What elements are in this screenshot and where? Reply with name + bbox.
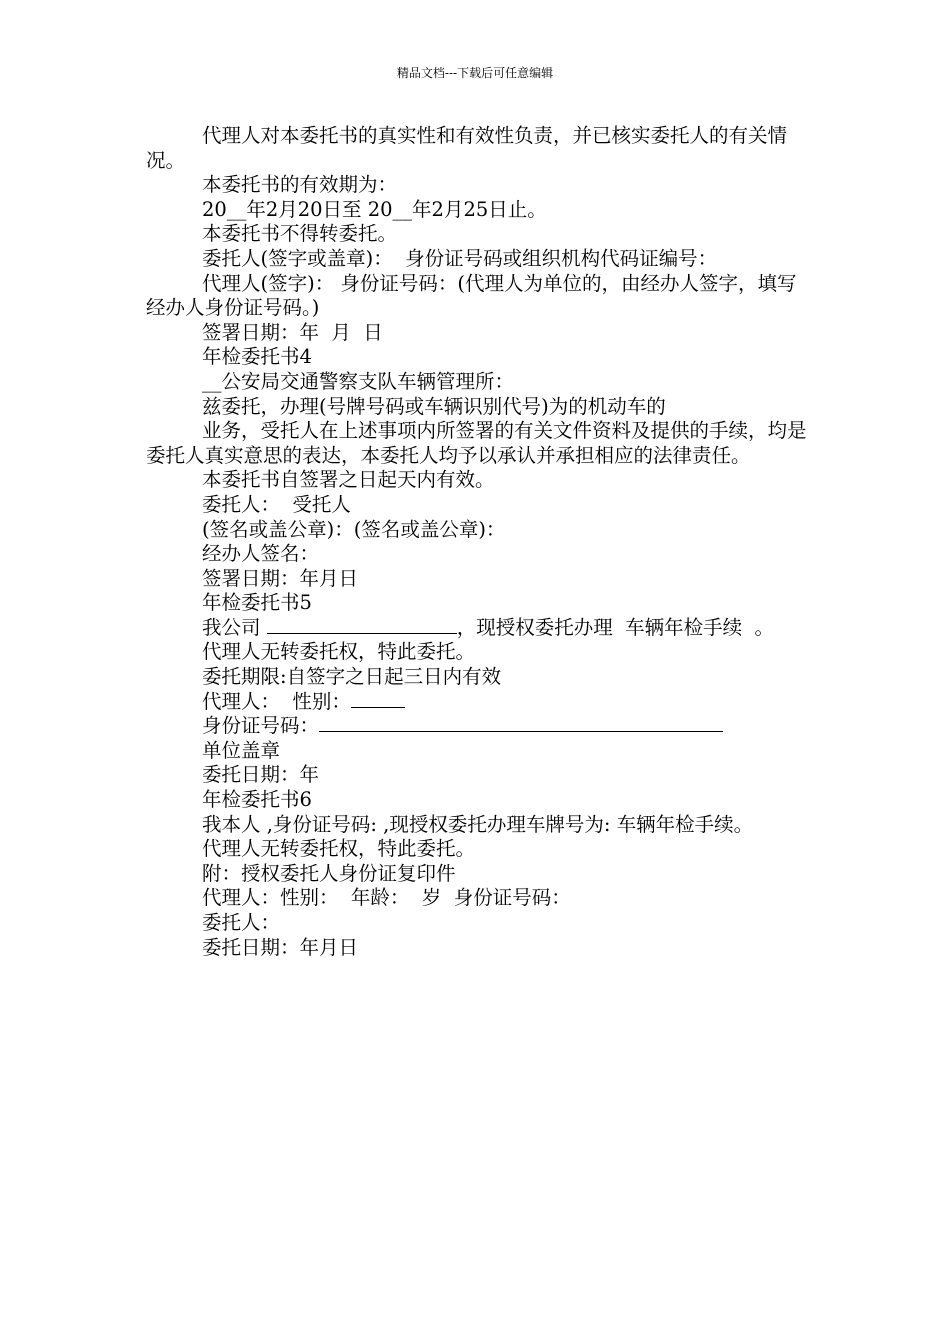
id-number-line — [146, 714, 814, 739]
signature-seal-line: (签名或盖公章)：(签名或盖公章)： — [202, 517, 506, 541]
id-number-blank — [319, 714, 723, 732]
principal-line-6: 委托人： — [202, 911, 281, 934]
company-authorization-line — [146, 616, 814, 641]
paragraph-agent-responsibility: 代理人对本委托书的真实性和有效性负责，并已核实委托人的有关情况。 — [146, 124, 788, 172]
personal-authorization-paragraph: 我本人 ,身份证号码: ,现授权委托办理车牌号为: 车辆年检手续。 — [202, 812, 754, 836]
unit-seal-line: 单位盖章 — [202, 738, 281, 762]
authorization-text: ，现授权委托办理 车辆年检手续 。 — [456, 615, 774, 639]
company-label: 我公司 — [202, 615, 267, 639]
entrust-line: 兹委托，办理(号牌号码或车辆识别代号)为的机动车的 — [202, 394, 666, 418]
handler-signature-line: 经办人签名： — [202, 542, 320, 566]
principal-signature-line: 委托人(签字或盖章)： 身份证号码或组织机构代码证编号： — [202, 246, 718, 270]
agent-gender-line — [146, 690, 814, 715]
no-transfer-line-6: 代理人无转委托权，特此委托。 — [202, 837, 476, 861]
addressee-line: __公安局交通警察支队车辆管理所： — [202, 369, 515, 393]
principal-trustee-line: 委托人： 受托人 — [202, 492, 351, 516]
company-name-blank — [267, 616, 457, 634]
no-sub-delegation: 本委托书不得转委托。 — [202, 222, 398, 246]
validity-period-dates: 20__年2月20日至 20__年2月25日止。 — [202, 197, 547, 221]
page-header: 精品文档---下载后可任意编辑 — [396, 66, 554, 80]
signing-date-line: 签署日期：年 月 日 — [202, 320, 383, 344]
no-transfer-line-5: 代理人无转委托权，特此委托。 — [202, 640, 476, 664]
document-body — [146, 124, 814, 960]
attachment-line: 附：授权委托人身份证复印件 — [202, 861, 456, 885]
validity-line-4: 本委托书自签署之日起天内有效。 — [202, 468, 495, 492]
agent-gender-label: 代理人： 性别： — [202, 689, 351, 713]
validity-period-label: 本委托书的有效期为： — [202, 173, 398, 197]
section-title-4: 年检委托书4 — [202, 345, 312, 369]
section-title-5: 年检委托书5 — [202, 591, 312, 615]
signing-date-line-4: 签署日期：年月日 — [202, 566, 359, 590]
delegation-period-line: 委托期限:自签字之日起三日内有效 — [202, 665, 502, 689]
id-number-label: 身份证号码： — [202, 714, 320, 738]
paragraph-legal-responsibility: 业务，受托人在上述事项内所签署的有关文件资料及提供的手续，均是委托人真实意思的表达，本委托人均予以承认并承担相应的法律责任。 — [146, 419, 807, 467]
agent-signature-line: 代理人(签字)： 身份证号码：(代理人为单位的，由经办人签字，填写经办人身份证号码。) — [146, 271, 797, 320]
section-title-6: 年检委托书6 — [202, 788, 312, 812]
entrust-date-line-5: 委托日期：年 — [202, 763, 320, 787]
gender-blank — [351, 690, 405, 708]
entrust-date-line-6: 委托日期：年月日 — [202, 935, 359, 959]
agent-details-line: 代理人：性别： 年龄： 岁 身份证号码： — [202, 886, 571, 910]
